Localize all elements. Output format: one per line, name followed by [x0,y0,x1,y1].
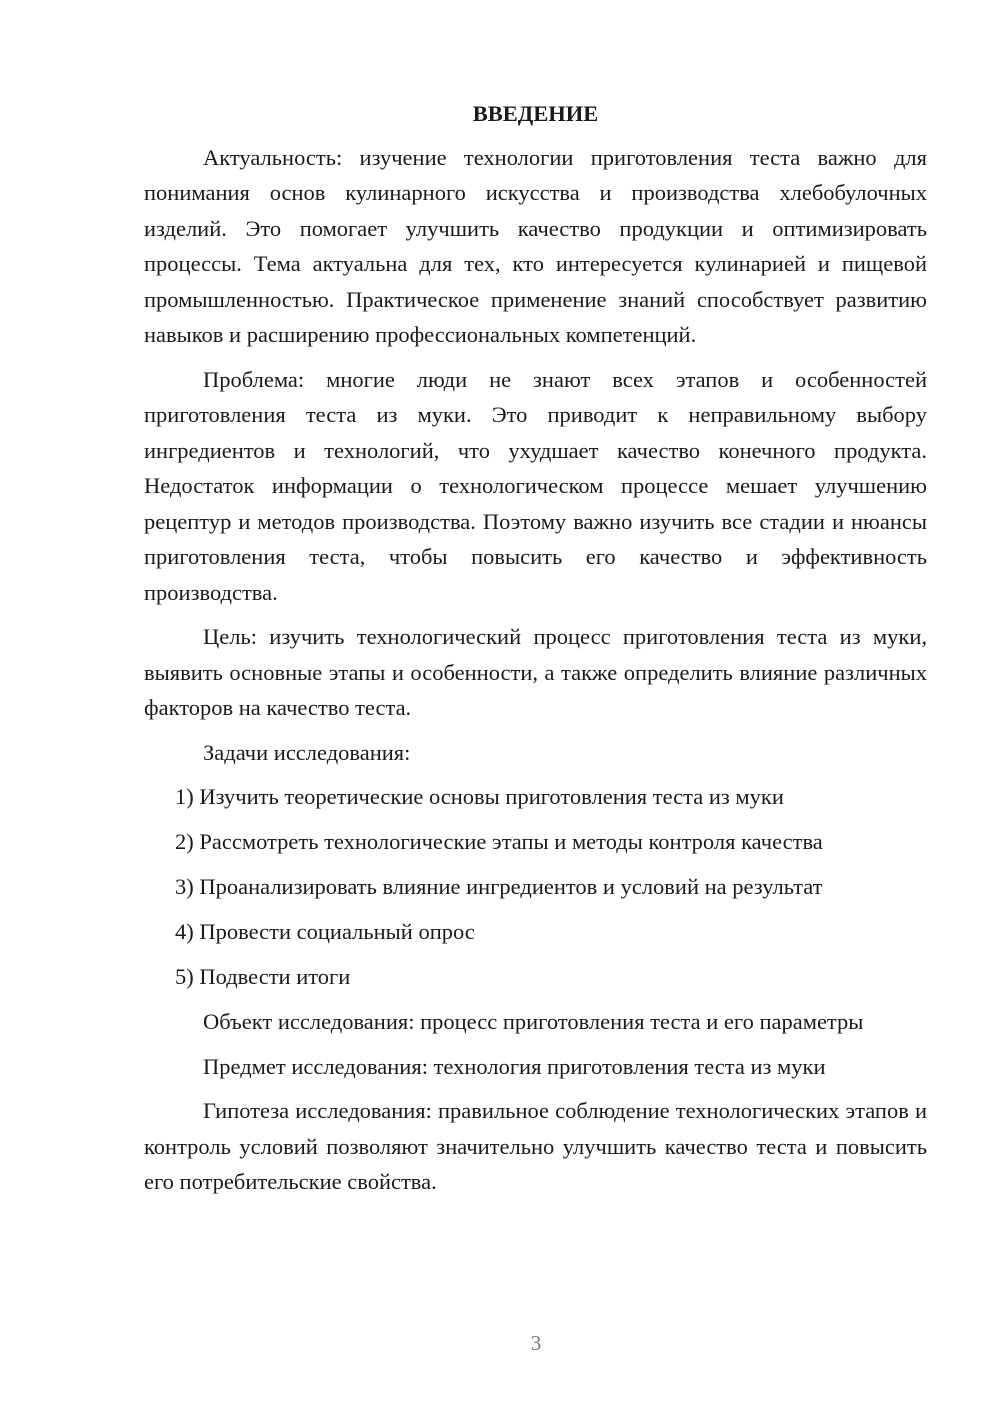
list-item: 1) Изучить теоретические основы приготовления теста из муки [175,784,784,809]
page-content [144,96,927,1209]
tasks-heading: Задачи исследования: [203,739,411,765]
paragraph-goal: Цель: изучить технологический процесс приготовления теста из муки, выявить основные этапы и особенности, а также определить влияние различных факторов на качество теста. [144,624,927,720]
paragraph-hypothesis: Гипотеза исследования: правильное соблюдение технологических этапов и контроль условий позволяют значительно улучшить качество теста и повысить его потребительские свойства. [144,1098,927,1194]
paragraph-subject: Предмет исследования: технология приготовления теста из муки [203,1053,826,1079]
tasks-list [144,779,927,995]
paragraph-object: Объект исследования: процесс приготовления теста и его параметры [203,1009,864,1034]
page-number: 3 [530,1331,542,1355]
paragraph-relevance: Актуальность: изучение технологии приготовления теста важно для понимания основ кулинарного искусства и производства хлебобулочных изделий. Это помогает улучшить качество продукции и оптимизировать процессы. Тема актуальна для тех, кто интересуется кулинарией и пищевой промышленностью. Практическое применение знаний способствует развитию навыков и расширению профессиональных компетенций. [144,144,927,347]
list-item: 2) Рассмотреть технологические этапы и методы контроля качества [175,829,823,854]
paragraph-problem: Проблема: многие люди не знают всех этапов и особенностей приготовления теста из муки. Это приводит к неправильному выбору ингредиентов и технологий, что ухудшает качество конечного продукта. Недостаток информации о технологическом процессе мешает улучшению рецептур и методов производства. Поэтому важно изучить все стадии и нюансы приготовления теста, чтобы повысить его качество и эффективность производства. [144,366,927,605]
list-item: 5) Подвести итоги [175,964,351,989]
list-item: 4) Провести социальный опрос [175,919,475,944]
list-item: 3) Проанализировать влияние ингредиентов и условий на результат [175,874,823,899]
page-title: ВВЕДЕНИЕ [472,101,599,126]
